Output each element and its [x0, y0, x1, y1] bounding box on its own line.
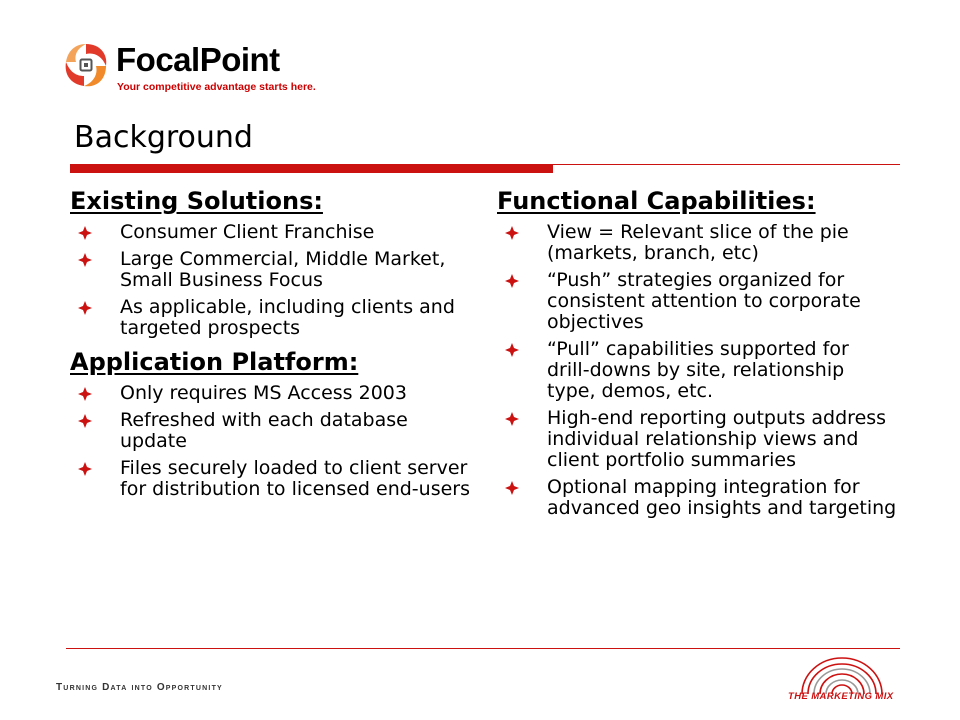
list-item [70, 383, 470, 404]
list-item-text: Large Commercial, Middle Market, Small Business Focus [120, 248, 446, 291]
diamond-bullet-icon [78, 301, 92, 315]
list-item-text: Refreshed with each database update [120, 409, 408, 452]
application-platform-heading: Application Platform: [70, 348, 359, 376]
list-item-text: Consumer Client Franchise [120, 221, 375, 243]
diamond-bullet-icon [78, 414, 92, 428]
list-item-text: Files securely loaded to client server for distribution to licensed end-users [120, 457, 471, 500]
list-item [497, 270, 897, 333]
brand-name: FocalPoint [116, 41, 280, 78]
list-item-text: Only requires MS Access 2003 [120, 382, 407, 404]
marketing-mix-logo-icon [788, 654, 896, 694]
list-item [70, 222, 470, 243]
diamond-bullet-icon [505, 343, 519, 357]
focalpoint-logo-icon [62, 40, 110, 90]
diamond-bullet-icon [78, 226, 92, 240]
footer-rule [66, 648, 900, 649]
list-item [70, 249, 470, 291]
title-rule-thick [70, 164, 553, 173]
list-item [70, 297, 470, 339]
list-item-text: As applicable, including clients and targeted prospects [120, 296, 455, 339]
existing-solutions-heading: Existing Solutions: [70, 187, 323, 215]
right-column [497, 184, 897, 525]
functional-capabilities-list [497, 222, 897, 519]
application-platform-list [70, 383, 470, 500]
list-item-text: View = Relevant slice of the pie (markets, branch, etc) [547, 221, 849, 264]
list-item [497, 477, 897, 519]
diamond-bullet-icon [505, 274, 519, 288]
diamond-bullet-icon [78, 387, 92, 401]
list-item [497, 408, 897, 471]
diamond-bullet-icon [505, 481, 519, 495]
diamond-bullet-icon [78, 253, 92, 267]
diamond-bullet-icon [505, 412, 519, 426]
diamond-bullet-icon [505, 226, 519, 240]
list-item-text: High-end reporting outputs address individual relationship views and client portfolio summaries [547, 407, 887, 471]
functional-capabilities-heading: Functional Capabilities: [497, 187, 816, 215]
tagline: Your competitive advantage starts here. [117, 81, 316, 93]
existing-solutions-list [70, 222, 470, 339]
list-item-text: “Pull” capabilities supported for drill-downs by site, relationship type, demos, etc. [547, 338, 849, 402]
list-item [70, 458, 470, 500]
list-item [70, 410, 470, 452]
left-column [70, 184, 470, 506]
list-item [497, 222, 897, 264]
list-item-text: “Push” strategies organized for consistent attention to corporate objectives [547, 269, 861, 333]
list-item-text: Optional mapping integration for advanced geo insights and targeting [547, 476, 897, 519]
footer-slogan: Turning Data into Opportunity [56, 682, 223, 693]
title-rule-thin [553, 164, 900, 165]
page-title: Background [74, 120, 253, 155]
list-item [497, 339, 897, 402]
footer-company: THE MARKETING MIX [788, 691, 894, 702]
diamond-bullet-icon [78, 462, 92, 476]
